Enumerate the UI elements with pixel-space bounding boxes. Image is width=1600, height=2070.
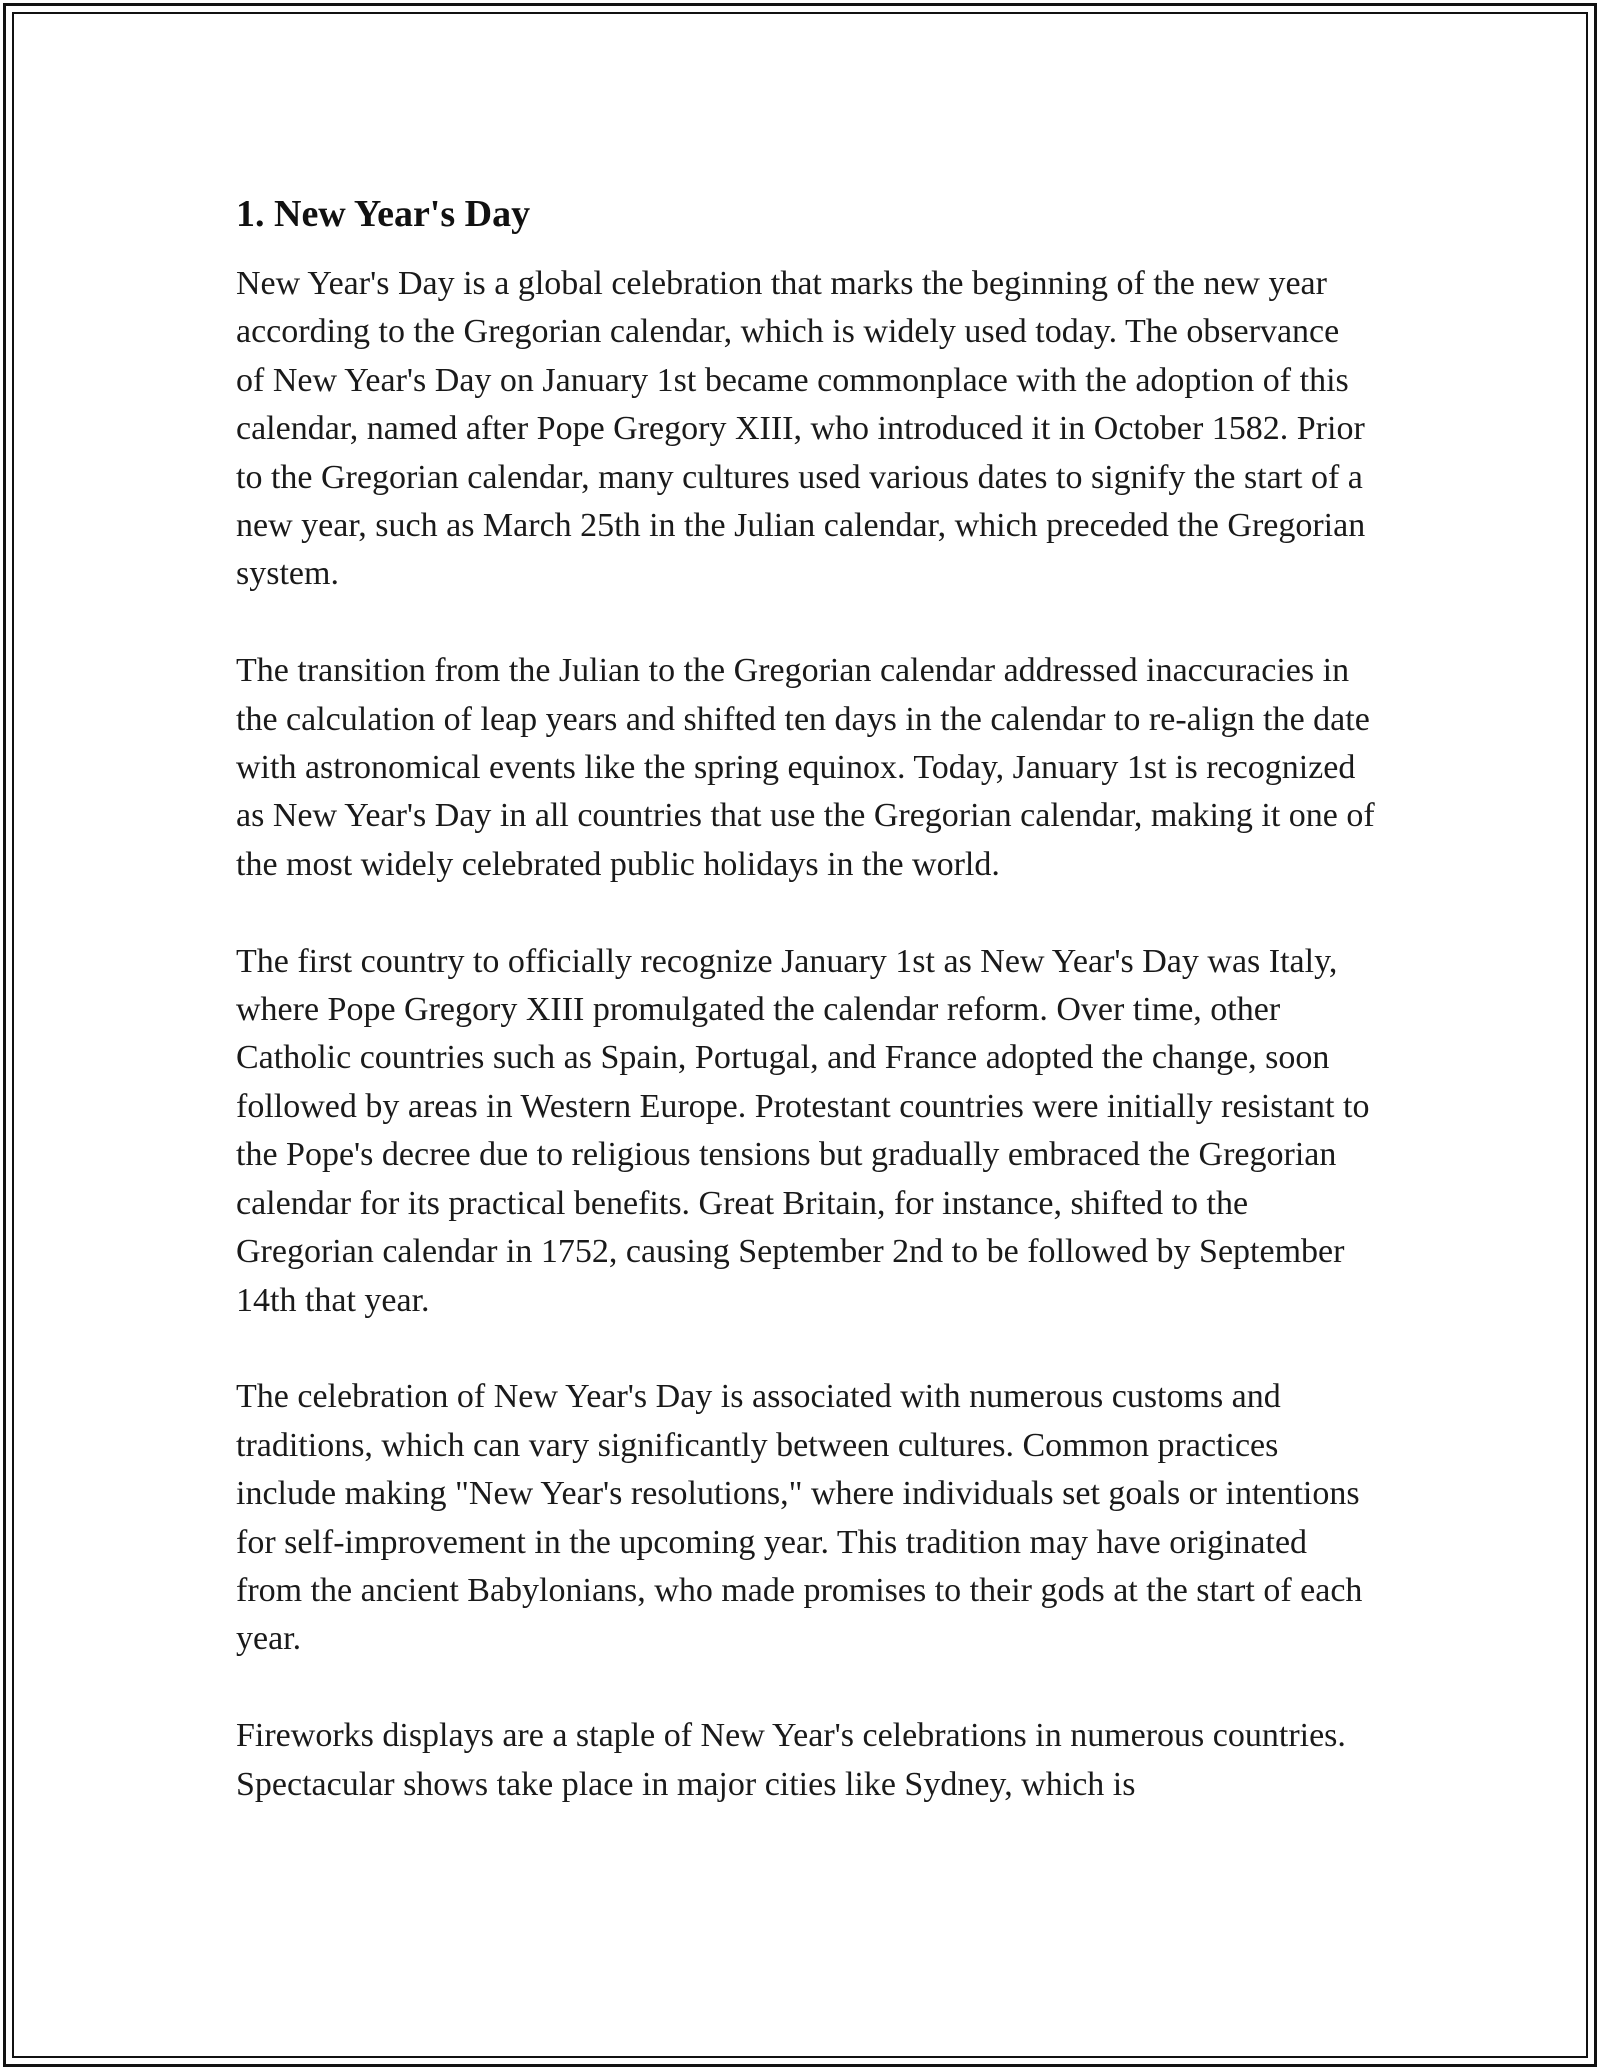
section-title: 1. New Year's Day (236, 193, 531, 235)
document-body (236, 186, 1376, 1857)
paragraph-3: The first country to officially recognize January 1st as New Year's Day was Italy, where Pope Gregory XIII promulgated the calendar reform. Over time, other Catholic countries such as Spain, Portugal, and France adopted the change, soon followed by areas in Western Europe. Protestant countries were initially resistant to the Pope's decree due to religious tensions but gradually embraced the Gregorian calendar for its practical benefits. Great Britain, for instance, shifted to the Gregorian calendar in 1752, causing September 2nd to be followed by September 14th that year. (236, 942, 1370, 1319)
paragraph-4: The celebration of New Year's Day is associated with numerous customs and traditions, which can vary significantly between cultures. Common practices include making "New Year's resolutions," where individuals set goals or intentions for self-improvement in the upcoming year. This tradition may have originated from the ancient Babylonians, who made promises to their gods at the start of each year. (236, 1378, 1363, 1658)
paragraph-5: Fireworks displays are a staple of New Year's celebrations in numerous countries. Spectacular shows take place in major cities like Sydney, which is (236, 1717, 1346, 1803)
paragraph-2: The transition from the Julian to the Gregorian calendar addressed inaccuracies in the calculation of leap years and shifted ten days in the calendar to re-align the date with astronomical events like the spring equinox. Today, January 1st is recognized as New Year's Day in all countries that use the Gregorian calendar, making it one of the most widely celebrated public holidays in the world. (236, 652, 1375, 883)
paragraph-1: New Year's Day is a global celebration that marks the beginning of the new year according to the Gregorian calendar, which is widely used today. The observance of New Year's Day on January 1st became commonplace with the adoption of this calendar, named after Pope Gregory XIII, who introduced it in October 1582. Prior to the Gregorian calendar, many cultures used various dates to signify the start of a new year, such as March 25th in the Julian calendar, which preceded the Gregorian system. (236, 265, 1366, 593)
